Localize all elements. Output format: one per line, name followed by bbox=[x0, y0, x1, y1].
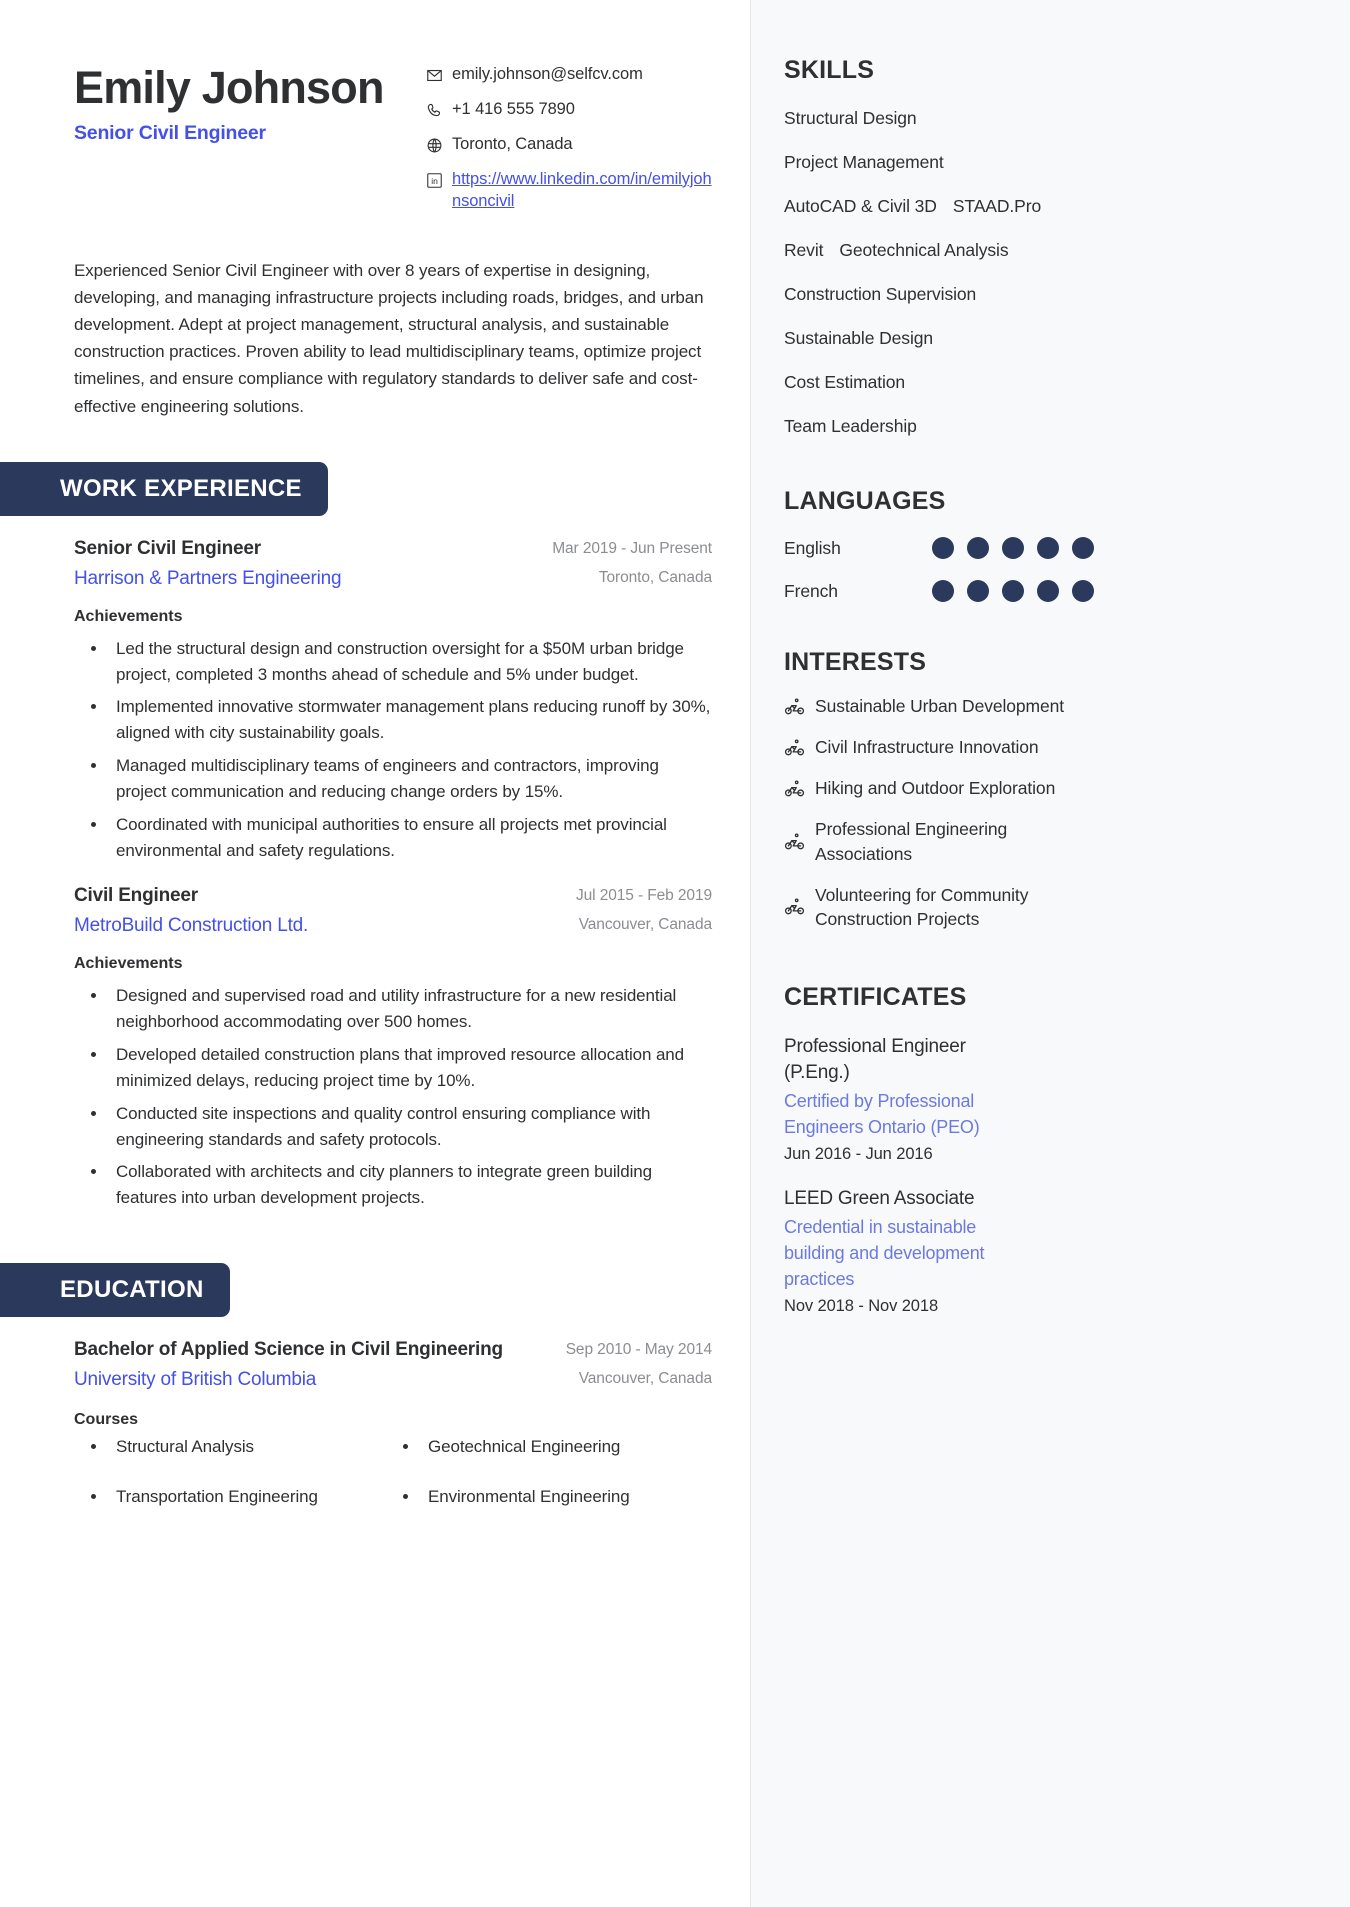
entry-organization: MetroBuild Construction Ltd. bbox=[74, 915, 309, 937]
interest-label: Sustainable Urban Development bbox=[815, 696, 1065, 716]
skill-item: AutoCAD & Civil 3D bbox=[784, 196, 937, 216]
entry-title: Civil Engineer bbox=[74, 885, 198, 907]
resume-header bbox=[74, 52, 712, 213]
interests-section bbox=[784, 648, 1310, 931]
interest-label: Professional Engineering Associations bbox=[815, 819, 1008, 864]
certificate-date: Jun 2016 - Jun 2016 bbox=[784, 1145, 933, 1164]
experience-entry bbox=[74, 1339, 712, 1537]
language-level-dot bbox=[1002, 537, 1024, 559]
skill-line bbox=[784, 284, 1310, 305]
certificate-description: Credential in sustainable building and development practices bbox=[784, 1217, 985, 1290]
candidate-name: Emily Johnson bbox=[74, 62, 384, 113]
entry-title: Bachelor of Applied Science in Civil Engineering bbox=[74, 1339, 503, 1361]
skill-item: Cost Estimation bbox=[784, 372, 906, 392]
skill-item: Sustainable Design bbox=[784, 328, 933, 348]
envelope-icon bbox=[426, 67, 443, 84]
entry-meta-block bbox=[522, 885, 712, 934]
entry-date-range: Jul 2015 - Feb 2019 bbox=[576, 887, 712, 905]
skills-heading: SKILLS bbox=[784, 56, 875, 84]
courses-grid bbox=[74, 1437, 712, 1537]
course-item: • Geotechnical Engineering bbox=[420, 1437, 712, 1457]
entry-title-block bbox=[74, 885, 522, 937]
work-experience-section bbox=[60, 462, 712, 1211]
contact-link[interactable]: https://www.linkedin.com/in/emilyjohnsoncivil bbox=[452, 169, 712, 210]
professional-summary: Experienced Senior Civil Engineer with over 8 years of expertise in designing, developing, and managing infrastructure projects including roads, bridges, and urban development. Adept at project management, structural analysis, and sustainable construction practices. Proven ability to lead multidisciplinary teams, optimize project timelines, and ensure compliance with regulatory standards to deliver safe and cost-effective engineering solutions. bbox=[74, 260, 704, 416]
entry-date-range: Sep 2010 - May 2014 bbox=[565, 1341, 712, 1359]
contact-row bbox=[426, 99, 712, 121]
achievement-item: • Collaborated with architects and city planners to integrate green building features into urban development projects. bbox=[108, 1159, 712, 1211]
bicycle-icon bbox=[784, 696, 805, 717]
entry-title-block bbox=[74, 1339, 522, 1391]
achievement-item: • Developed detailed construction plans that improved resource allocation and minimized delays, reducing project time by 10%. bbox=[108, 1042, 712, 1094]
skills-section bbox=[784, 56, 1310, 437]
interest-label: Civil Infrastructure Innovation bbox=[815, 737, 1039, 758]
certificate-name: LEED Green Associate bbox=[784, 1188, 975, 1210]
skill-item: Revit bbox=[784, 240, 824, 260]
certificates-heading: CERTIFICATES bbox=[784, 982, 967, 1011]
work-experience-banner bbox=[60, 462, 712, 516]
courses-column bbox=[386, 1437, 712, 1537]
skill-item: Geotechnical Analysis bbox=[839, 240, 1009, 260]
entry-meta-block bbox=[522, 1339, 712, 1388]
language-level-dot bbox=[967, 580, 989, 602]
courses-label: Courses bbox=[74, 1411, 139, 1429]
language-level-dot bbox=[1037, 580, 1059, 602]
course-item: • Transportation Engineering bbox=[108, 1487, 386, 1507]
language-level-dots bbox=[932, 537, 1094, 559]
entry-location: Vancouver, Canada bbox=[578, 1370, 712, 1388]
entry-date-range: Mar 2019 - Jun Present bbox=[552, 539, 712, 557]
experience-entry bbox=[74, 538, 712, 864]
language-row bbox=[784, 580, 1310, 602]
interest-row bbox=[784, 694, 1310, 718]
svg-text:in: in bbox=[431, 175, 438, 186]
linkedin-icon bbox=[426, 172, 443, 189]
contact-row[interactable] bbox=[426, 169, 712, 213]
skill-line bbox=[784, 328, 1310, 349]
contact-value: Toronto, Canada bbox=[452, 134, 573, 153]
bicycle-icon bbox=[784, 737, 805, 758]
achievement-item: • Managed multidisciplinary teams of engineers and contractors, improving project communication and reducing change orders by 15%. bbox=[108, 753, 712, 805]
education-banner bbox=[60, 1263, 712, 1317]
languages-section bbox=[784, 487, 1310, 602]
education-heading: EDUCATION bbox=[0, 1263, 230, 1317]
contact-row bbox=[426, 134, 712, 156]
candidate-job-title: Senior Civil Engineer bbox=[74, 122, 266, 145]
entry-title-block bbox=[74, 538, 522, 590]
skill-item: Project Management bbox=[784, 152, 944, 172]
phone-icon bbox=[426, 102, 443, 119]
interest-label: Volunteering for Community Construction Projects bbox=[815, 884, 1029, 929]
sidebar-column bbox=[750, 0, 1350, 1907]
achievement-item: • Designed and supervised road and utility infrastructure for a new residential neighborhood accommodating over 500 homes. bbox=[108, 983, 712, 1035]
language-level-dot bbox=[1002, 580, 1024, 602]
certificate-item bbox=[784, 1034, 1310, 1164]
achievements-list bbox=[74, 636, 712, 864]
entry-header bbox=[74, 1339, 712, 1391]
interests-heading: INTERESTS bbox=[784, 648, 927, 676]
bicycle-icon bbox=[784, 896, 805, 917]
skill-item: Construction Supervision bbox=[784, 284, 977, 304]
skill-line bbox=[784, 108, 1310, 129]
entry-header bbox=[74, 538, 712, 590]
achievements-label: Achievements bbox=[74, 955, 183, 973]
entry-organization: University of British Columbia bbox=[74, 1369, 317, 1391]
interest-row bbox=[784, 817, 1310, 865]
entry-location: Toronto, Canada bbox=[598, 568, 712, 586]
entry-location: Vancouver, Canada bbox=[578, 916, 712, 934]
language-level-dot bbox=[932, 580, 954, 602]
bicycle-icon bbox=[784, 831, 805, 852]
language-row bbox=[784, 537, 1310, 559]
skill-line bbox=[784, 416, 1310, 437]
language-level-dot bbox=[932, 537, 954, 559]
language-level-dots bbox=[932, 580, 1094, 602]
interest-row bbox=[784, 776, 1310, 800]
interest-row bbox=[784, 735, 1310, 759]
certificate-name: Professional Engineer (P.Eng.) bbox=[784, 1035, 966, 1084]
course-item: • Structural Analysis bbox=[108, 1437, 386, 1457]
achievement-item: • Implemented innovative stormwater management plans reducing runoff by 30%, aligned with city sustainability goals. bbox=[108, 694, 712, 746]
achievements-label: Achievements bbox=[74, 607, 183, 625]
education-section bbox=[60, 1263, 712, 1537]
skill-item: STAAD.Pro bbox=[952, 196, 1042, 216]
experience-entry bbox=[74, 885, 712, 1211]
language-level-dot bbox=[1072, 580, 1094, 602]
achievement-item: • Conducted site inspections and quality control ensuring compliance with engineering standards and safety protocols. bbox=[108, 1101, 712, 1153]
contact-value: emily.johnson@selfcv.com bbox=[452, 65, 643, 83]
language-level-dot bbox=[967, 537, 989, 559]
skill-line bbox=[784, 372, 1310, 393]
bicycle-icon bbox=[784, 778, 805, 799]
language-name: French bbox=[784, 580, 838, 601]
entry-title: Senior Civil Engineer bbox=[74, 537, 261, 559]
entry-meta-block bbox=[522, 538, 712, 587]
skill-item: Team Leadership bbox=[784, 416, 917, 436]
language-level-dot bbox=[1072, 537, 1094, 559]
globe-icon bbox=[426, 137, 443, 154]
skill-item: Structural Design bbox=[784, 108, 917, 128]
identity-block bbox=[74, 52, 426, 145]
contact-list bbox=[426, 52, 712, 213]
contact-value: +1 416 555 7890 bbox=[452, 99, 575, 118]
languages-heading: LANGUAGES bbox=[784, 487, 946, 515]
achievement-item: • Coordinated with municipal authorities to ensure all projects met provincial environmental and safety regulations. bbox=[108, 812, 712, 864]
language-name: English bbox=[784, 537, 841, 558]
entry-organization: Harrison & Partners Engineering bbox=[74, 567, 342, 589]
entry-header bbox=[74, 885, 712, 937]
certificates-section bbox=[784, 983, 1310, 1316]
skill-line bbox=[784, 240, 1310, 261]
certificate-item bbox=[784, 1186, 1310, 1316]
work-experience-heading: WORK EXPERIENCE bbox=[0, 462, 328, 516]
achievement-item: • Led the structural design and construction oversight for a $50M urban bridge project, completed 3 months ahead of schedule and 5% under budget. bbox=[108, 636, 712, 688]
achievements-list bbox=[74, 983, 712, 1211]
skill-line bbox=[784, 196, 1310, 217]
interest-label: Hiking and Outdoor Exploration bbox=[815, 778, 1056, 799]
contact-row bbox=[426, 64, 712, 86]
certificate-date: Nov 2018 - Nov 2018 bbox=[784, 1297, 939, 1316]
skill-line bbox=[784, 152, 1310, 173]
certificate-description: Certified by Professional Engineers Ontario (PEO) bbox=[784, 1091, 980, 1138]
interest-row bbox=[784, 883, 1310, 931]
language-level-dot bbox=[1037, 537, 1059, 559]
courses-column bbox=[74, 1437, 386, 1537]
course-item: • Environmental Engineering bbox=[420, 1487, 712, 1507]
